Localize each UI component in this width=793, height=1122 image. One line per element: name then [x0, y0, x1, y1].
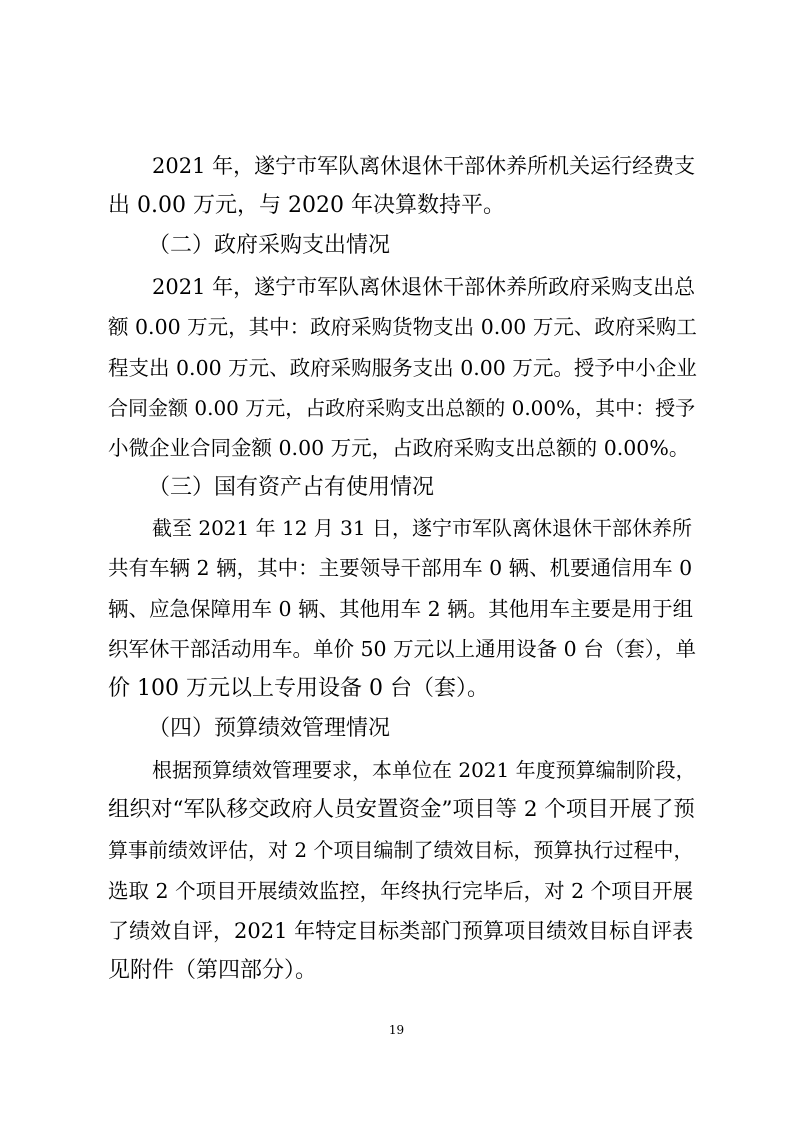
- line-text: 算事前绩效评估，对 2 个项目编制了绩效目标，预算执行过程中，: [108, 838, 694, 862]
- text-line: [0, 750, 793, 790]
- line-text: 了绩效自评，2021 年特定目标类部门预算项目绩效目标自评表: [108, 919, 694, 943]
- line-text: 见附件（第四部分）。: [108, 958, 318, 983]
- heading-text: （四）预算绩效管理情况: [148, 716, 391, 741]
- text-line: [0, 307, 793, 347]
- line-text: 根据预算绩效管理要求，本单位在 2021 年度预算编制阶段，: [152, 758, 696, 782]
- line-text: 辆、应急保障用车 0 辆、其他用车 2 辆。其他用车主要是用于组: [108, 597, 694, 621]
- text-line: [0, 348, 793, 388]
- text-line: [0, 629, 793, 669]
- line-text: 共有车辆 2 辆，其中：主要领导干部用车 0 辆、机要通信用车 0: [108, 556, 693, 580]
- text-line: [0, 951, 793, 991]
- text-line: [0, 508, 793, 548]
- line-text: 合同金额 0.00 万元，占政府采购支出总额的 0.00%，其中：授予: [108, 396, 696, 420]
- text-line: [0, 790, 793, 830]
- heading-text: （二）政府采购支出情况: [148, 233, 391, 258]
- line-text: 价 100 万元以上专用设备 0 台（套）。: [108, 676, 489, 701]
- line-text: 小微企业合同金额 0.00 万元，占政府采购支出总额的 0.00%。: [108, 436, 690, 460]
- line-text: 织军休干部活动用车。单价 50 万元以上通用设备 0 台（套），单: [108, 637, 696, 661]
- text-line: [0, 669, 793, 709]
- heading-text: （三）国有资产占有使用情况: [148, 475, 435, 500]
- text-line: [0, 186, 793, 226]
- line-text: 程支出 0.00 万元、政府采购服务支出 0.00 万元。授予中小企业: [108, 356, 697, 380]
- text-line: [0, 388, 793, 428]
- text-line: [0, 267, 793, 307]
- text-line: [0, 589, 793, 629]
- line-text: 2021 年，遂宁市军队离休退休干部休养所机关运行经费支: [152, 154, 696, 178]
- line-text: 2021 年，遂宁市军队离休退休干部休养所政府采购支出总: [152, 275, 696, 299]
- text-line: [0, 428, 793, 468]
- line-text: 选取 2 个项目开展绩效监控，年终执行完毕后，对 2 个项目开展: [108, 879, 694, 903]
- section-heading: [0, 468, 793, 508]
- line-text: 额 0.00 万元，其中：政府采购货物支出 0.00 万元、政府采购工: [108, 315, 697, 339]
- text-line: [0, 871, 793, 911]
- section-heading: [0, 226, 793, 266]
- text-line: [0, 911, 793, 951]
- text-line: [0, 146, 793, 186]
- line-text: 出 0.00 万元，与 2020 年决算数持平。: [108, 193, 505, 218]
- page-number: 19: [388, 1023, 405, 1037]
- line-text: 组织对“军队移交政府人员安置资金”项目等 2 个项目开展了预: [108, 797, 695, 822]
- text-line: [0, 830, 793, 870]
- line-text: 截至 2021 年 12 月 31 日，遂宁市军队离休退休干部休养所: [152, 516, 692, 540]
- section-heading: [0, 709, 793, 749]
- text-line: [0, 548, 793, 588]
